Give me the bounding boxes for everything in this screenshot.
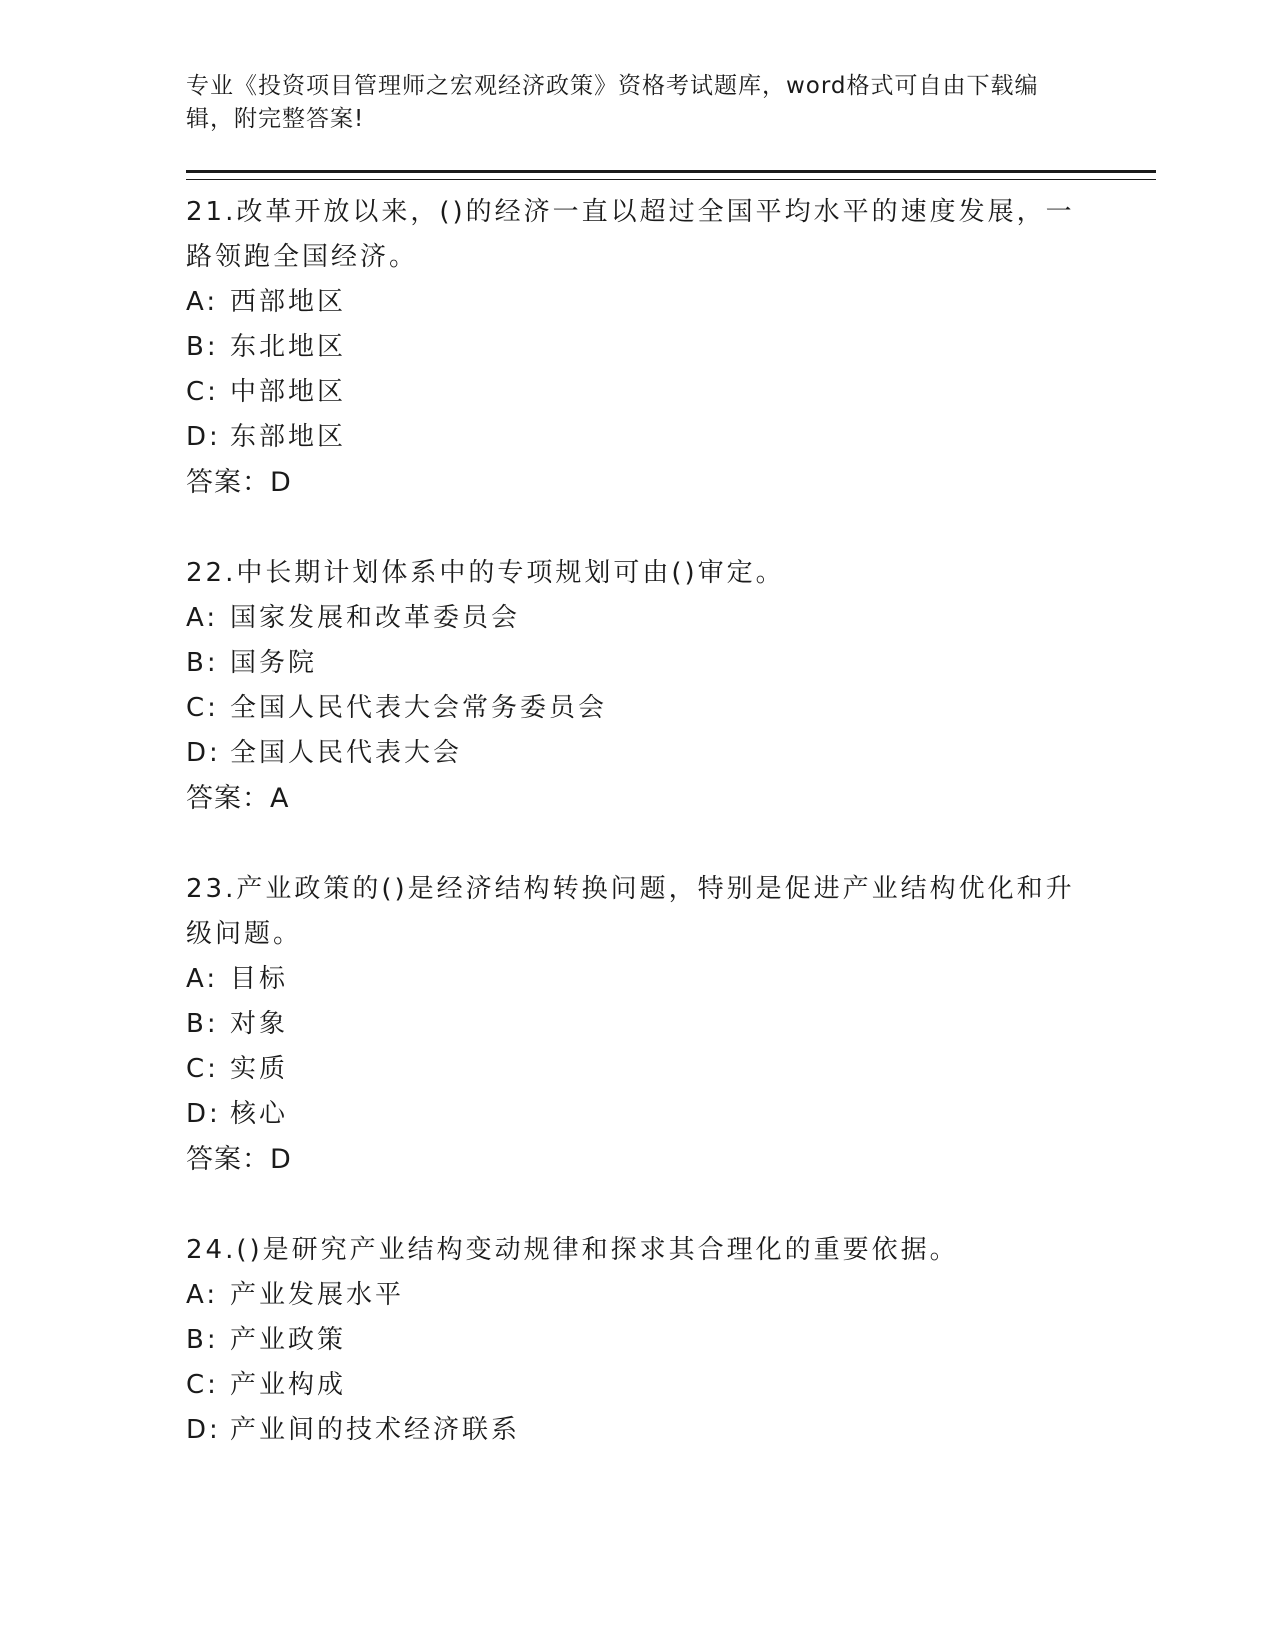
- option-key: B:: [186, 1009, 219, 1039]
- option-text: 核心: [230, 1099, 289, 1129]
- option-b: [186, 641, 1156, 686]
- question-stem: 21.改革开放以来，()的经济一直以超过全国平均水平的速度发展，一路领跑全国经济。: [186, 197, 1075, 272]
- option-a: [186, 957, 1156, 1002]
- option-text: 产业间的技术经济联系: [230, 1415, 521, 1445]
- question-list: [186, 190, 1156, 1453]
- option-key: C:: [186, 1054, 219, 1084]
- option-key: B:: [186, 648, 219, 678]
- option-key: D:: [186, 1099, 221, 1129]
- option-d: [186, 731, 1156, 776]
- option-b: [186, 1318, 1156, 1363]
- document-header: 专业《投资项目管理师之宏观经济政策》资格考试题库，word格式可自由下载编辑，附完整答案!: [186, 73, 1039, 132]
- answer-line: 答案：A: [186, 783, 290, 814]
- option-key: C:: [186, 377, 219, 407]
- option-text: 产业发展水平: [230, 1280, 405, 1310]
- option-key: D:: [186, 422, 221, 452]
- option-key: D:: [186, 738, 221, 768]
- option-a: [186, 596, 1156, 641]
- option-text: 产业政策: [230, 1325, 347, 1355]
- option-text: 中部地区: [230, 377, 347, 407]
- question-22: [186, 551, 1156, 821]
- option-d: [186, 415, 1156, 460]
- option-key: B:: [186, 1325, 219, 1355]
- answer-line: 答案：D: [186, 467, 292, 498]
- option-key: A:: [186, 1280, 219, 1310]
- question-stem: 23.产业政策的()是经济结构转换问题，特别是促进产业结构优化和升级问题。: [186, 874, 1075, 949]
- option-text: 目标: [230, 964, 289, 994]
- option-key: C:: [186, 693, 219, 723]
- option-a: [186, 280, 1156, 325]
- option-text: 实质: [230, 1054, 289, 1084]
- option-c: [186, 1047, 1156, 1092]
- answer-line: 答案：D: [186, 1144, 292, 1175]
- option-d: [186, 1408, 1156, 1453]
- document-page: [186, 70, 1156, 1499]
- option-key: D:: [186, 1415, 221, 1445]
- header-divider: [186, 170, 1156, 180]
- option-text: 东部地区: [230, 422, 347, 452]
- option-c: [186, 370, 1156, 415]
- option-text: 对象: [230, 1009, 289, 1039]
- option-b: [186, 325, 1156, 370]
- option-text: 全国人民代表大会常务委员会: [230, 693, 608, 723]
- question-stem: 24.()是研究产业结构变动规律和探求其合理化的重要依据。: [186, 1235, 959, 1265]
- option-key: A:: [186, 287, 219, 317]
- option-text: 全国人民代表大会: [230, 738, 463, 768]
- option-c: [186, 686, 1156, 731]
- question-21: [186, 190, 1156, 505]
- option-key: A:: [186, 603, 219, 633]
- option-key: C:: [186, 1370, 219, 1400]
- option-text: 产业构成: [230, 1370, 347, 1400]
- option-b: [186, 1002, 1156, 1047]
- option-text: 西部地区: [230, 287, 347, 317]
- question-stem: 22.中长期计划体系中的专项规划可由()审定。: [186, 558, 785, 588]
- question-23: [186, 867, 1156, 1182]
- option-text: 国务院: [230, 648, 318, 678]
- option-a: [186, 1273, 1156, 1318]
- option-c: [186, 1363, 1156, 1408]
- option-key: A:: [186, 964, 219, 994]
- question-24: [186, 1228, 1156, 1453]
- option-d: [186, 1092, 1156, 1137]
- option-key: B:: [186, 332, 219, 362]
- option-text: 东北地区: [230, 332, 347, 362]
- option-text: 国家发展和改革委员会: [230, 603, 521, 633]
